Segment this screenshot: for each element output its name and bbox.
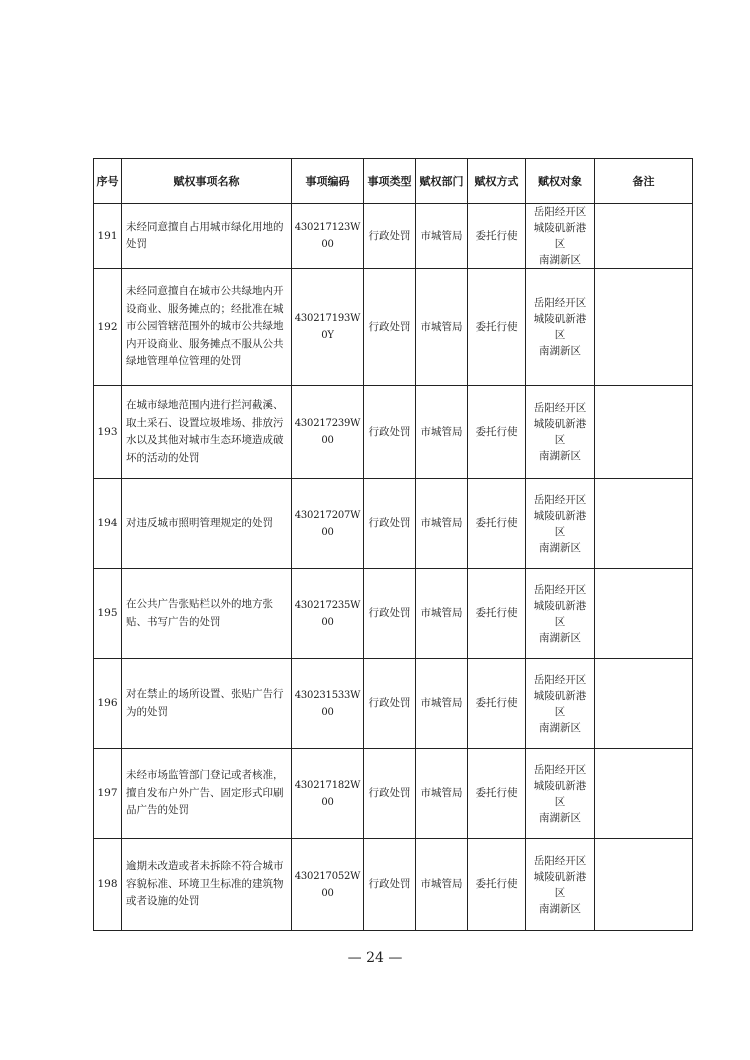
cell-seq: 191 xyxy=(94,204,122,269)
cell-mode: 委托行使 xyxy=(468,204,526,269)
table-header-row xyxy=(94,159,693,204)
cell-seq: 194 xyxy=(94,479,122,569)
cell-target xyxy=(526,479,595,569)
page-number: — 24 — xyxy=(347,950,403,966)
table-row xyxy=(94,839,693,931)
cell-name: 对违反城市照明管理规定的处罚 xyxy=(122,479,292,569)
target-item: 城陵矶新港区 xyxy=(533,313,587,341)
target-item: 南湖新区 xyxy=(539,902,581,915)
cell-dept: 市城管局 xyxy=(416,659,468,749)
cell-note xyxy=(595,479,693,569)
target-item: 岳阳经开区 xyxy=(533,493,587,506)
cell-name: 在公共广告张贴栏以外的地方张贴、书写广告的处罚 xyxy=(122,569,292,659)
cell-type: 行政处罚 xyxy=(364,386,416,479)
cell-note xyxy=(595,269,693,386)
cell-code: 430217207W00 xyxy=(292,479,364,569)
header-dept: 赋权部门 xyxy=(416,159,468,204)
table-row xyxy=(94,479,693,569)
cell-name: 对在禁止的场所设置、张贴广告行为的处罚 xyxy=(122,659,292,749)
target-item: 岳阳经开区 xyxy=(533,763,587,776)
target-item: 城陵矶新港区 xyxy=(533,779,587,808)
table-row xyxy=(94,269,693,386)
cell-seq: 192 xyxy=(94,269,122,386)
cell-target xyxy=(526,386,595,479)
table-row xyxy=(94,204,693,269)
cell-type: 行政处罚 xyxy=(364,204,416,269)
target-item: 岳阳经开区 xyxy=(533,297,587,309)
header-note: 备注 xyxy=(595,159,693,204)
header-mode: 赋权方式 xyxy=(468,159,526,204)
cell-name: 逾期未改造或者未拆除不符合城市容貌标准、环境卫生标准的建筑物或者设施的处罚 xyxy=(122,839,292,931)
cell-seq: 198 xyxy=(94,839,122,931)
header-code: 事项编码 xyxy=(292,159,364,204)
cell-dept: 市城管局 xyxy=(416,749,468,839)
cell-dept: 市城管局 xyxy=(416,269,468,386)
cell-seq: 193 xyxy=(94,386,122,479)
cell-code: 430231533W00 xyxy=(292,659,364,749)
cell-seq: 195 xyxy=(94,569,122,659)
target-item: 岳阳经开区 xyxy=(533,583,587,596)
cell-note xyxy=(595,839,693,931)
cell-dept: 市城管局 xyxy=(416,386,468,479)
cell-name: 未经同意擅自在城市公共绿地内开设商业、服务摊点的；经批准在城市公园管辖范围外的城市公共绿地内开设商业、服务摊点不服从公共绿地管理单位管理的处罚 xyxy=(122,269,292,386)
target-item: 南湖新区 xyxy=(539,811,581,824)
cell-dept: 市城管局 xyxy=(416,479,468,569)
target-item: 岳阳经开区 xyxy=(533,402,587,414)
header-target: 赋权对象 xyxy=(526,159,595,204)
cell-type: 行政处罚 xyxy=(364,269,416,386)
target-item: 城陵矶新港区 xyxy=(533,222,587,250)
cell-target xyxy=(526,659,595,749)
target-item: 南湖新区 xyxy=(539,450,581,462)
header-seq: 序号 xyxy=(94,159,122,204)
target-item: 城陵矶新港区 xyxy=(533,418,587,446)
target-item: 城陵矶新港区 xyxy=(533,870,587,899)
cell-target xyxy=(526,749,595,839)
cell-seq: 197 xyxy=(94,749,122,839)
authorization-table xyxy=(93,158,693,931)
target-item: 城陵矶新港区 xyxy=(533,689,587,718)
cell-type: 行政处罚 xyxy=(364,659,416,749)
cell-name: 在城市绿地范围内进行拦河截溪、取土采石、设置垃圾堆场、排放污水以及其他对城市生态环境造成破坏的活动的处罚 xyxy=(122,386,292,479)
cell-target xyxy=(526,569,595,659)
target-item: 岳阳经开区 xyxy=(533,854,587,867)
target-item: 南湖新区 xyxy=(539,631,581,644)
cell-name: 未经同意擅自占用城市绿化用地的处罚 xyxy=(122,204,292,269)
table-row xyxy=(94,749,693,839)
cell-note xyxy=(595,569,693,659)
cell-mode: 委托行使 xyxy=(468,479,526,569)
cell-type: 行政处罚 xyxy=(364,569,416,659)
table-row xyxy=(94,659,693,749)
cell-code: 430217239W00 xyxy=(292,386,364,479)
target-item: 南湖新区 xyxy=(539,254,581,266)
cell-seq: 196 xyxy=(94,659,122,749)
target-item: 南湖新区 xyxy=(539,345,581,357)
cell-mode: 委托行使 xyxy=(468,659,526,749)
cell-target xyxy=(526,204,595,269)
cell-name: 未经市场监管部门登记或者核准，擅自发布户外广告、固定形式印刷品广告的处罚 xyxy=(122,749,292,839)
cell-dept: 市城管局 xyxy=(416,839,468,931)
cell-dept: 市城管局 xyxy=(416,569,468,659)
cell-dept: 市城管局 xyxy=(416,204,468,269)
cell-code: 430217193W0Y xyxy=(292,269,364,386)
cell-mode: 委托行使 xyxy=(468,839,526,931)
table-row xyxy=(94,569,693,659)
cell-mode: 委托行使 xyxy=(468,386,526,479)
cell-note xyxy=(595,659,693,749)
header-name: 赋权事项名称 xyxy=(122,159,292,204)
cell-type: 行政处罚 xyxy=(364,749,416,839)
target-item: 岳阳经开区 xyxy=(533,206,587,218)
cell-note xyxy=(595,386,693,479)
target-item: 岳阳经开区 xyxy=(533,673,587,686)
cell-mode: 委托行使 xyxy=(468,269,526,386)
header-type: 事项类型 xyxy=(364,159,416,204)
cell-type: 行政处罚 xyxy=(364,479,416,569)
target-item: 南湖新区 xyxy=(539,721,581,734)
target-item: 城陵矶新港区 xyxy=(533,509,587,538)
cell-mode: 委托行使 xyxy=(468,569,526,659)
table-row xyxy=(94,386,693,479)
target-item: 南湖新区 xyxy=(539,541,581,554)
cell-code: 430217235W00 xyxy=(292,569,364,659)
cell-code: 430217123W00 xyxy=(292,204,364,269)
cell-note xyxy=(595,749,693,839)
target-item: 城陵矶新港区 xyxy=(533,599,587,628)
cell-target xyxy=(526,269,595,386)
cell-mode: 委托行使 xyxy=(468,749,526,839)
cell-target xyxy=(526,839,595,931)
cell-code: 430217052W00 xyxy=(292,839,364,931)
cell-code: 430217182W00 xyxy=(292,749,364,839)
cell-type: 行政处罚 xyxy=(364,839,416,931)
cell-note xyxy=(595,204,693,269)
